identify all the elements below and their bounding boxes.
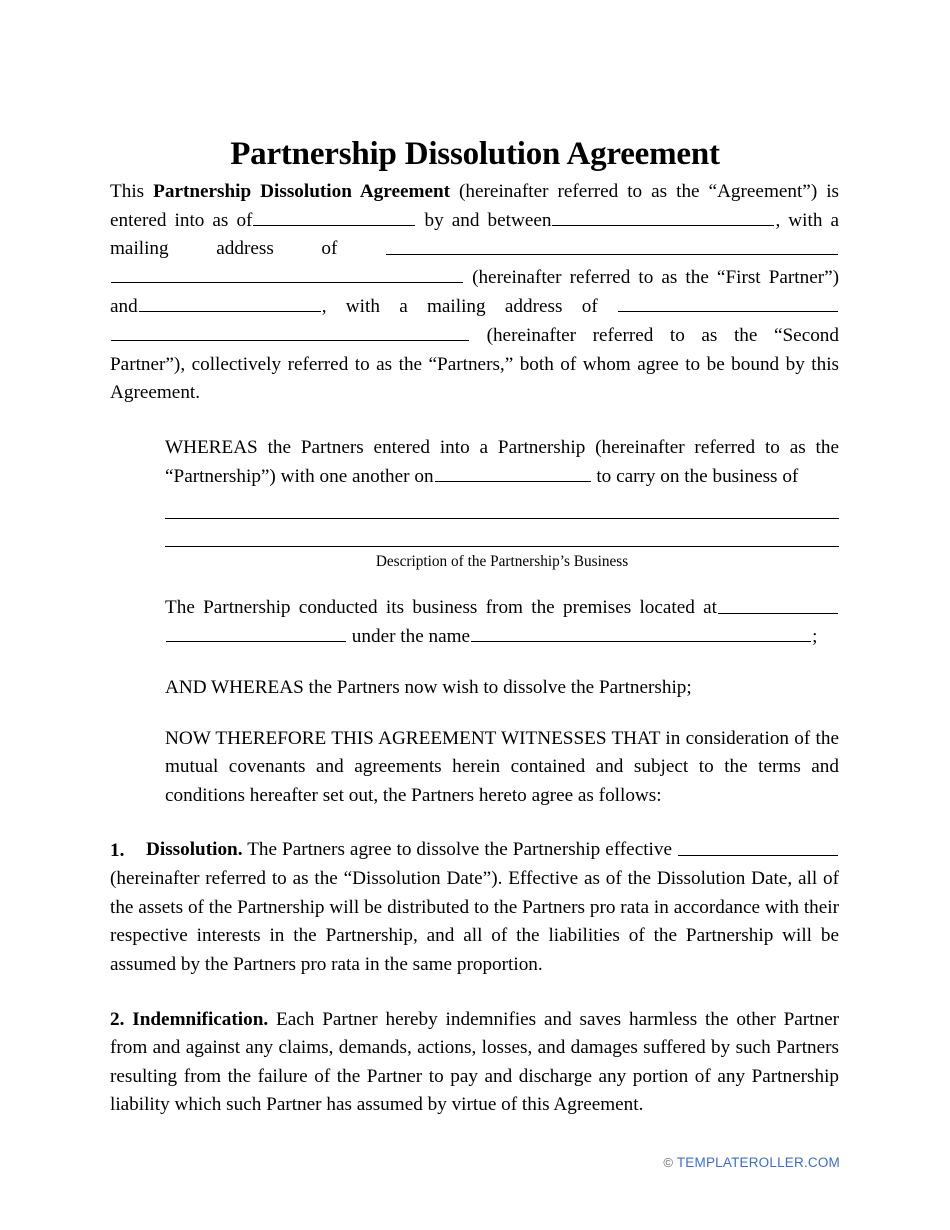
section-2-heading: Indemnification. — [132, 1008, 269, 1030]
intro-by-and-between: by and between — [424, 209, 552, 231]
intro-paragraph — [110, 178, 839, 408]
section-1-number: 1. — [110, 839, 125, 861]
spacer — [165, 572, 839, 594]
blank-premises-address-line2[interactable] — [166, 623, 346, 642]
blank-first-partner-name[interactable] — [552, 207, 774, 226]
spacer — [165, 703, 839, 725]
blank-partnership-date[interactable] — [435, 463, 591, 482]
intro-agreement-name: Partnership Dissolution Agreement — [153, 181, 451, 202]
whereas-paragraph — [165, 434, 839, 491]
copyright-icon: © — [663, 1155, 674, 1170]
business-description-caption: Description of the Partnership’s Business — [375, 553, 629, 571]
intro-after-name: (hereinafter referred to as the “Agreement”) is entered into as of — [110, 181, 840, 231]
section-1-heading: Dissolution. — [146, 839, 243, 861]
premises-terminator: ; — [812, 626, 818, 648]
blank-business-description-line-2[interactable] — [165, 546, 839, 547]
whereas-block — [165, 434, 839, 810]
blank-second-partner-address-line2[interactable] — [111, 322, 469, 341]
spacer — [165, 491, 839, 518]
whereas-line1: WHEREAS the Partners entered into a Partnership (hereinafter referred to as the “Partnership”) with one another on — [165, 436, 839, 487]
whereas-line2: to carry on the business of — [596, 465, 799, 487]
spacer — [110, 408, 839, 434]
intro-mailing-2: , with a mailing address of — [321, 296, 598, 318]
templateroller-credit[interactable] — [663, 1155, 840, 1170]
blank-first-partner-address-line1[interactable] — [386, 235, 838, 254]
section-2-text: Each Partner hereby indemnifies and saves harmless the other Partner from and against any claims, demands, actions, losses, and damages suffered by such Partners resulting from the failure of the Partner to pay and discharge any portion of any Partnership liability which such Partner has assumed by virtue of this Agreement. — [110, 1008, 840, 1116]
section-1-text-after-blank: (hereinafter referred to as the “Dissolution Date”). Effective as of the Dissolution Date, all of the assets of the Partnership will be distributed to the Partners pro rata in accordance with their respective interests in the Partnership, and all of the liabilities of the Partnership will be assumed by the Partners pro rata in the same proportion. — [110, 868, 839, 975]
page-title: Partnership Dissolution Agreement — [230, 136, 720, 173]
section-2 — [110, 1006, 839, 1120]
spacer — [165, 519, 839, 546]
blank-second-partner-name[interactable] — [139, 293, 321, 312]
spacer — [165, 652, 839, 674]
intro-mailing-1: , with a mailing address of — [110, 209, 839, 260]
blank-second-partner-address-line1[interactable] — [618, 293, 838, 312]
document-body — [110, 178, 839, 1120]
blank-agreement-date[interactable] — [253, 207, 415, 226]
intro-lead: This — [110, 181, 145, 202]
spacer — [110, 980, 839, 1006]
blank-business-name[interactable] — [471, 623, 811, 642]
intro-second-partner-tag: (hereinafter referred to as the “Second Partner”), — [110, 325, 839, 375]
blank-dissolution-date[interactable] — [678, 836, 838, 855]
intro-closing: collectively referred to as the “Partners,” both of whom agree to be bound by this Agreement. — [110, 353, 840, 404]
blank-first-partner-address-line2[interactable] — [111, 264, 463, 283]
intro-first-partner-tag: (hereinafter referred to as the “First Partner”) — [472, 267, 840, 289]
and-whereas-paragraph: AND WHEREAS the Partners now wish to dissolve the Partnership; — [165, 677, 692, 698]
section-1-text-before-blank: The Partners agree to dissolve the Partnership effective — [247, 839, 672, 861]
templateroller-domain: TEMPLATEROLLER.COM — [676, 1155, 840, 1170]
blank-premises-address-line1[interactable] — [718, 594, 838, 613]
premises-under-the-name: under the name — [351, 626, 471, 648]
section-2-number: 2. — [110, 1008, 125, 1030]
now-therefore-paragraph: NOW THEREFORE THIS AGREEMENT WITNESSES THAT in consideration of the mutual covenants and agreements herein contained and subject to the terms and conditions hereafter set out, the Partners hereto agree as follows: — [165, 727, 839, 806]
premises-line1: The Partnership conducted its business from the premises located at — [165, 597, 717, 619]
spacer — [110, 810, 839, 836]
section-1 — [110, 836, 839, 979]
intro-and: and — [110, 296, 138, 318]
premises-paragraph — [165, 594, 839, 652]
